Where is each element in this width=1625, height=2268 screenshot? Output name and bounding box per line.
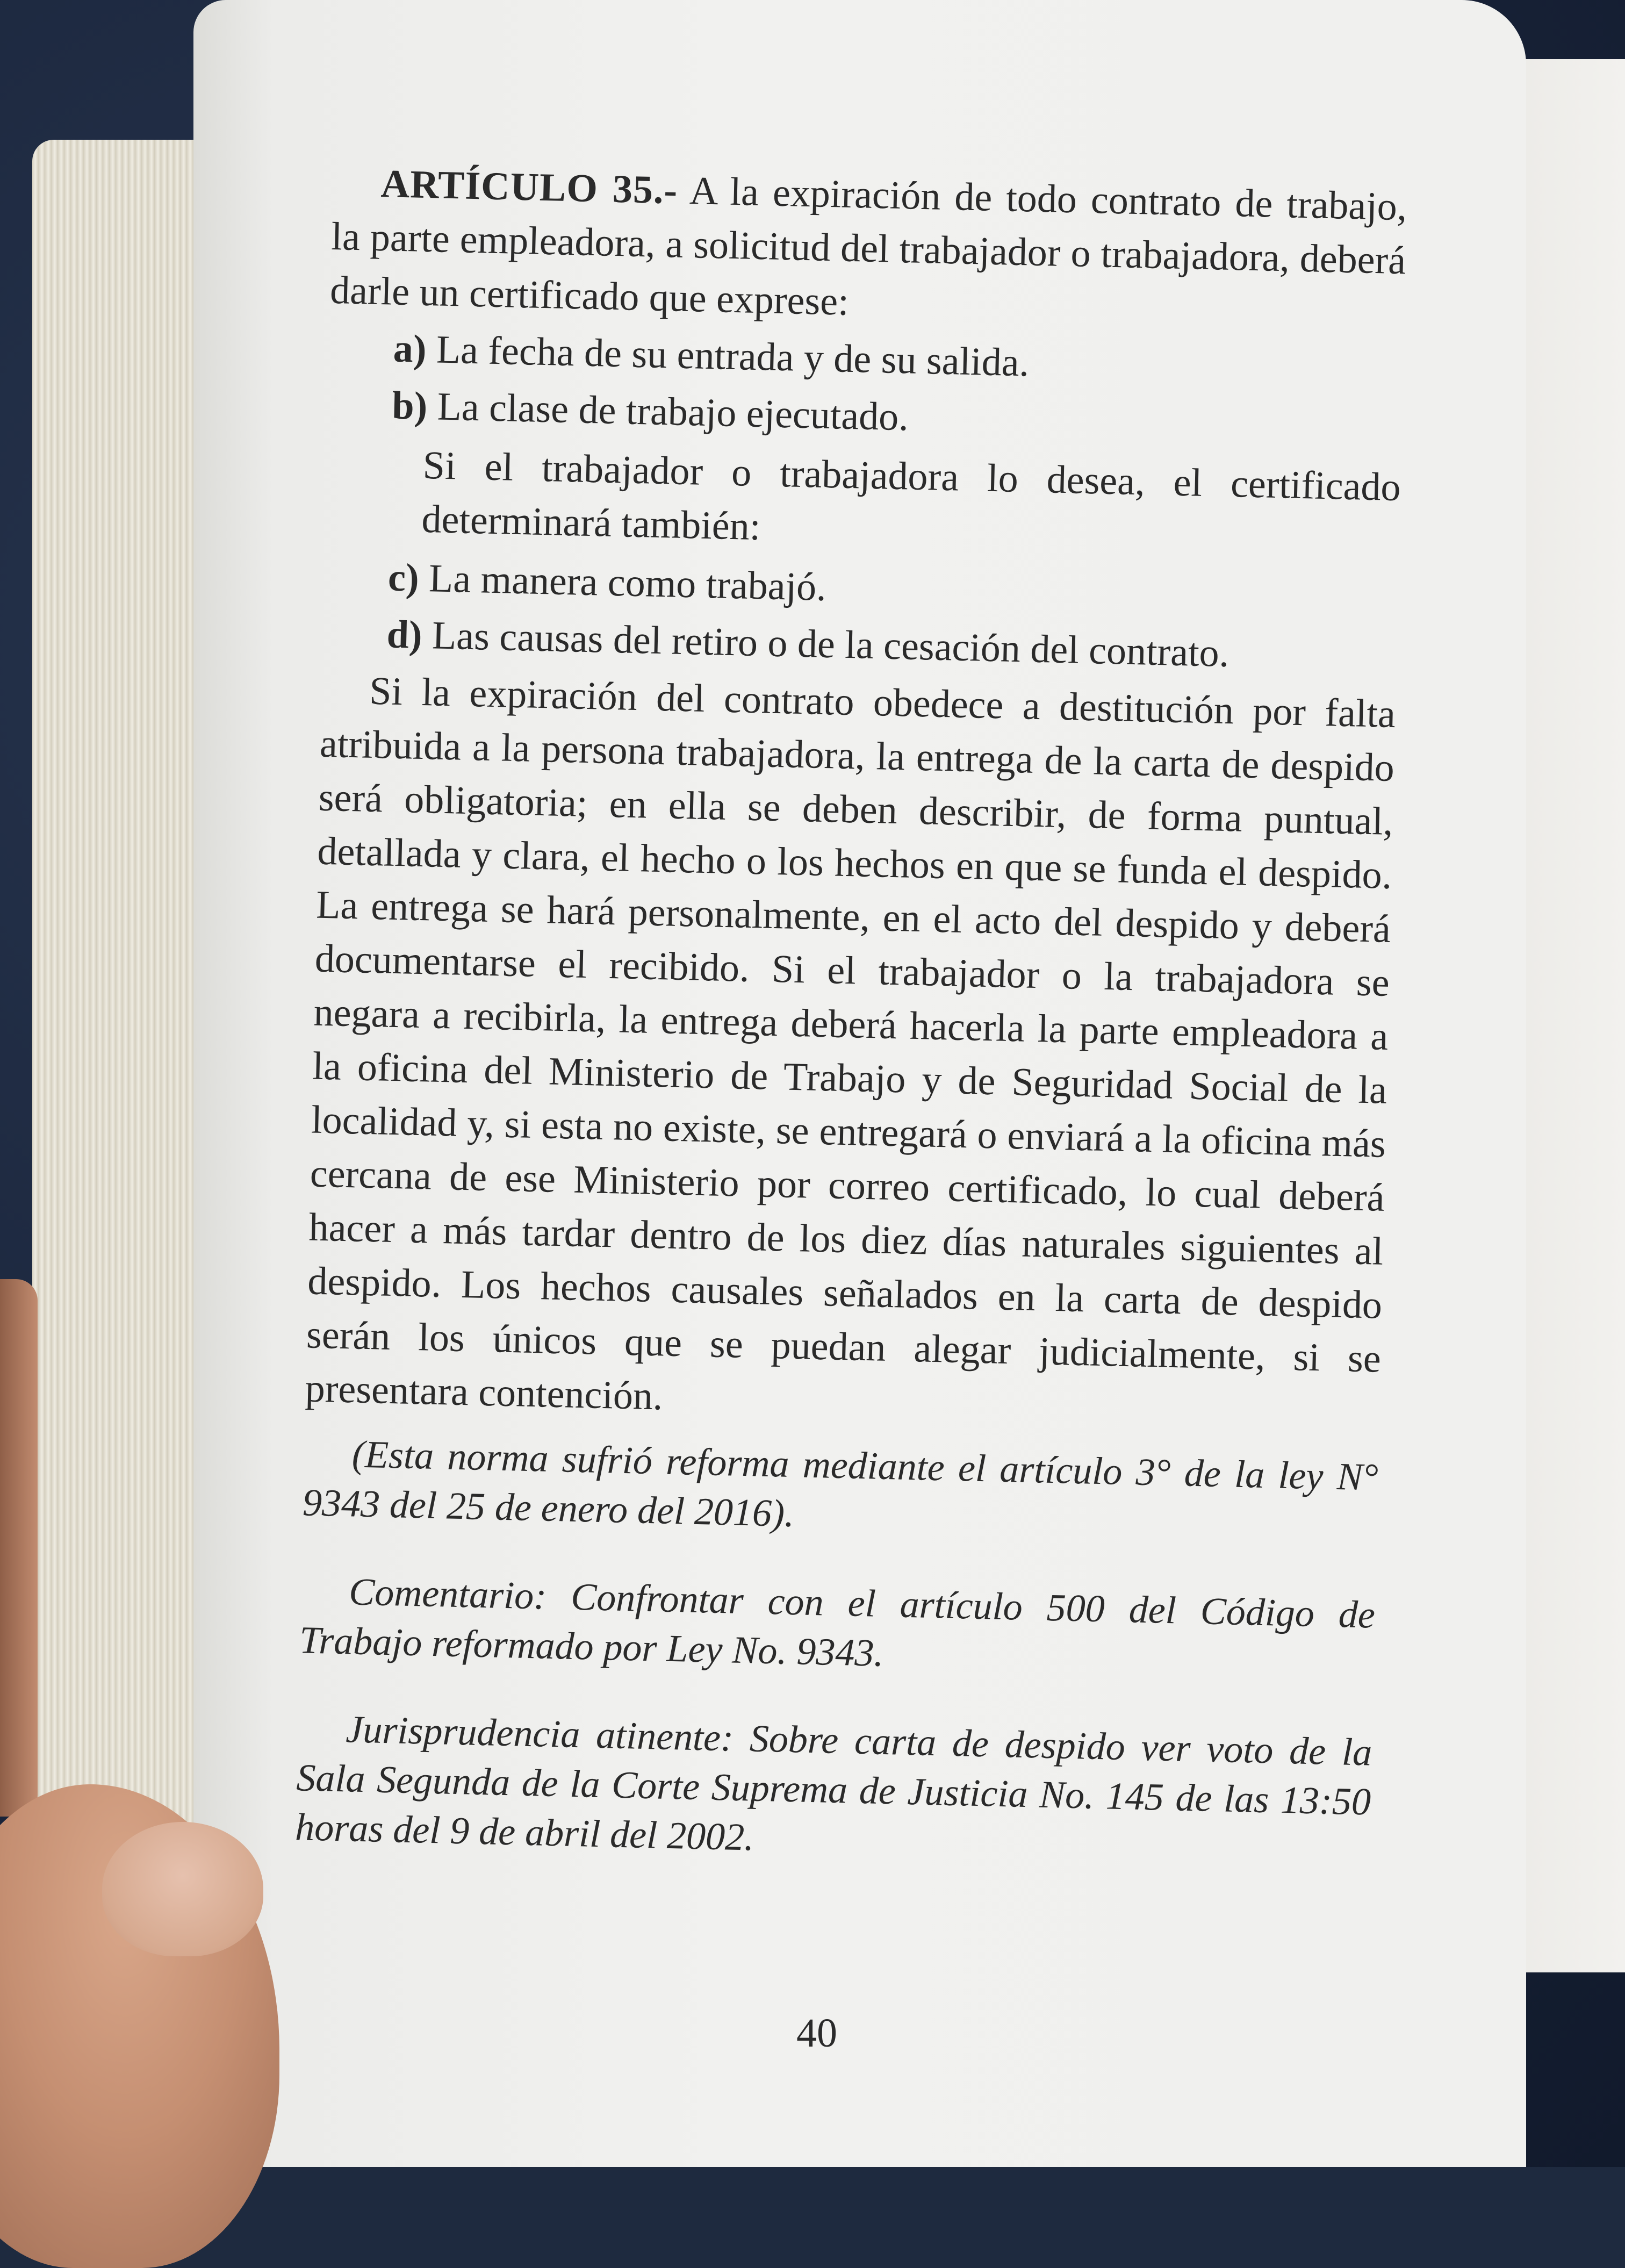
item-text: Las causas del retiro o de la cesación del contrato.	[432, 613, 1230, 676]
item-text: La fecha de su entrada y de su salida.	[436, 327, 1030, 385]
book-page	[193, 0, 1526, 2167]
article-text	[294, 156, 1408, 1915]
page-number: 40	[796, 2011, 837, 2056]
item-text: La manera como trabajó.	[428, 556, 827, 610]
article-heading: ARTÍCULO 35.-	[380, 162, 679, 213]
comment-note: Comentario: Confrontar con el artículo 500 del Código de Trabajo reformado por Ley No. 9343.	[299, 1570, 1376, 1675]
item-text: La clase de trabajo ejecutado.	[436, 384, 909, 440]
middle-note: Si el trabajador o trabajadora lo desea, el certificado determinará también:	[421, 443, 1401, 549]
finger	[0, 1279, 38, 1817]
item-letter: b)	[391, 383, 428, 429]
item-letter: c)	[387, 555, 420, 600]
thumbnail	[102, 1822, 263, 1956]
article-intro-text: A la expiración de todo contrato de trabajo, la parte empleadora, a solicitud del trabajador o trabajadora, deberá darle un certificado que exprese:	[329, 169, 1408, 324]
reform-note: (Esta norma sufrió reforma mediante el artículo 3° de la ley N° 9343 del 25 de enero del 2016).	[302, 1432, 1379, 1535]
jurisprudence-note: Jurisprudencia atinente: Sobre carta de despido ver voto de la Sala Segunda de la Corte Suprema de Justicia No. 145 de las 13:50 horas del 9 de abril del 2002.	[294, 1707, 1373, 1859]
article-intro	[329, 156, 1407, 341]
item-letter: a)	[392, 326, 427, 372]
article-body: Si la expiración del contrato obedece a destitución por falta atribuida a la persona trabajadora, la entrega de la carta de despido será obligatoria; en ella se deben describir, de forma puntual, detallada y clara, el hecho o los hechos en que se funda el despido. La entrega se hará personalmente, en el acto del despido y deberá documentarse el recibido. Si el trabajador o la trabajadora se negara a recibirla, la entrega deberá hacerla la parte empleadora a la oficina del Ministerio de Trabajo y de Seguridad Social de la localidad y, si esta no existe, se entregará o enviará a la oficina más cercana de ese Ministerio por correo certificado, lo cual deberá hacer a más tardar dentro de los diez días naturales siguientes al despido. Los hechos causales señalados en la carta de despido serán los únicos que se puedan alegar judicialmente, si se presentara contención.	[305, 669, 1396, 1419]
item-letter: d)	[386, 612, 423, 657]
